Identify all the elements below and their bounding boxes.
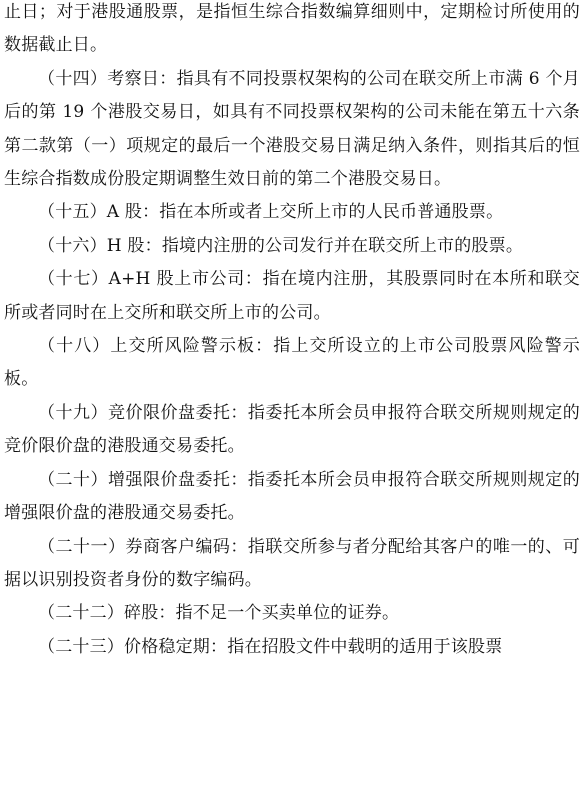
paragraph-item-15: （十五）A 股：指在本所或者上交所上市的人民币普通股票。 [38, 202, 504, 223]
document-body [4, 0, 580, 664]
paragraph-item-18: （十八）上交所风险警示板：指上交所设立的上市公司股票风险警示板。 [4, 336, 580, 390]
paragraph-item-22: （二十二）碎股：指不足一个买卖单位的证券。 [38, 603, 400, 624]
paragraph-item-17: （十七）A+H 股上市公司：指在境内注册，其股票同时在本所和联交所或者同时在上交所和联交所上市的公司。 [4, 269, 580, 323]
paragraph-item-16: （十六）H 股：指境内注册的公司发行并在联交所上市的股票。 [38, 235, 524, 256]
paragraph-item-20: （二十）增强限价盘委托：指委托本所会员申报符合联交所规则规定的增强限价盘的港股通交易委托。 [4, 469, 580, 524]
paragraph-continuation: 止日；对于港股通股票，是指恒生综合指数编算细则中，定期检讨所使用的数据截止日。 [4, 2, 580, 56]
paragraph-item-21: （二十一）券商客户编码：指联交所参与者分配给其客户的唯一的、可据以识别投资者身份的数字编码。 [4, 536, 580, 590]
paragraph-item-14: （十四）考察日：指具有不同投票权架构的公司在联交所上市满 6 个月后的第 19 个港股交易日，如具有不同投票权架构的公司未能在第五十六条第二款第（一）项规定的最后一个港股交易日满足纳入条件，则指其后的恒生综合指数成份股定期调整生效日前的第二个港股交易日。 [4, 68, 580, 190]
paragraph-item-19: （十九）竞价限价盘委托：指委托本所会员申报符合联交所规则规定的竞价限价盘的港股通交易委托。 [4, 402, 580, 457]
paragraph-item-23: （二十三）价格稳定期：指在招股文件中载明的适用于该股票 [38, 636, 503, 657]
